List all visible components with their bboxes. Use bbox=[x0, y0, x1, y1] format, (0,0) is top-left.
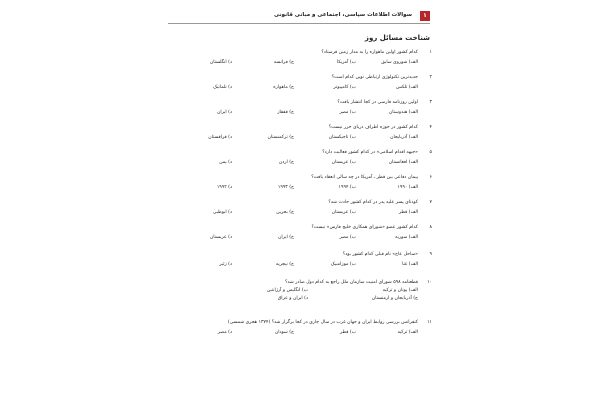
question-number: ۸ bbox=[429, 225, 432, 230]
answer-option: ج) اردن bbox=[278, 160, 294, 165]
answer-option: الف) افغانستان bbox=[388, 160, 418, 165]
section-title: شناخت مسائل روز bbox=[364, 34, 430, 42]
answer-option: ب) مصر bbox=[339, 235, 356, 240]
answer-option: الف) شوروی سابق bbox=[381, 60, 418, 65]
question-number: ۱ bbox=[429, 50, 432, 55]
answer-option: د) ابوظبی bbox=[212, 210, 232, 215]
answer-option: ب) مصر bbox=[339, 110, 356, 115]
answer-option: ج) سودان bbox=[274, 330, 294, 335]
question-text: کنفرانس بررسی روابط ایران و جهان غرب در سال جاری در کجا برگزار شد؟ (۱۳۷۴ هجری شمسی) bbox=[227, 320, 418, 325]
answer-option: ج) قفقاز bbox=[277, 110, 294, 115]
answer-option: د) مصر bbox=[217, 330, 232, 335]
answer-option: د) یمن bbox=[219, 160, 232, 165]
question-number: ۱۰ bbox=[427, 280, 432, 285]
answer-option: ب) قطر bbox=[339, 330, 356, 335]
answer-option: ج) بحرین bbox=[276, 210, 294, 215]
question-text: کدام کشور در حوزه اطراف دریای خزر نیست؟ bbox=[328, 125, 418, 130]
answer-option: د) قزاقستان bbox=[208, 135, 232, 140]
answer-option: ج) نیجریه bbox=[275, 262, 294, 267]
page-number-badge: ۱ bbox=[420, 11, 430, 21]
answer-option: الف) ۱۹۹۰ bbox=[397, 185, 418, 190]
question-number: ۵ bbox=[429, 150, 432, 155]
answer-option: ب) تاجیکستان bbox=[328, 135, 356, 140]
question-number: ۴ bbox=[429, 125, 432, 130]
answer-option: الف) قطر bbox=[398, 210, 418, 215]
question-text: پیمان دفاعی بین قطر ـ آمریکا در چه سالی انعقاد یافت؟ bbox=[311, 175, 418, 180]
question-text: قطعنامه ۵۹۸ شورای امنیت سازمان ملل راجع به کدام دول صادر شد؟ bbox=[285, 280, 418, 285]
question-text: کودتای پسر علیه پدر در کدام کشور حادث شد؟ bbox=[328, 200, 418, 205]
answer-option: ج) ایران bbox=[278, 235, 294, 240]
answer-option: ب) عربستان bbox=[331, 160, 356, 165]
question-number: ۱۱ bbox=[427, 320, 432, 325]
question-number: ۶ bbox=[429, 175, 432, 180]
answer-option: د) زئیر bbox=[219, 262, 232, 267]
answer-option: ب) موزامبیک bbox=[330, 262, 356, 267]
question-number: ۷ bbox=[429, 200, 432, 205]
question-text: «ساحل عاج» نام قبلی کدام کشور بود؟ bbox=[342, 252, 418, 257]
answer-option: ب) آمریکا bbox=[336, 60, 356, 65]
page-header bbox=[168, 10, 430, 24]
answer-option: الف) تلکس bbox=[396, 85, 418, 90]
answer-option: ج) ۱۹۹۳ bbox=[277, 185, 294, 190]
answer-option: الف) سوریه bbox=[395, 235, 418, 240]
answer-option: ب) ۱۹۹۴ bbox=[338, 185, 356, 190]
answer-option: د) عربستان bbox=[209, 235, 232, 240]
answer-option: الف) ترکیه bbox=[397, 330, 418, 335]
answer-option: ج) آذربایجان و ارمنستان bbox=[371, 296, 418, 301]
answer-option: الف) هندوستان bbox=[388, 110, 418, 115]
question-text: جدیدترین تکنولوژی ارتباطی نوین کدام است؟ bbox=[331, 75, 418, 80]
question-text: «جبهه اقدام اسلامی» در کدام کشور فعالیت دارد؟ bbox=[322, 150, 418, 155]
question-number: ۹ bbox=[429, 252, 432, 257]
answer-option: الف) آذربایجان bbox=[390, 135, 418, 140]
answer-option: الف) غنا bbox=[402, 262, 418, 267]
answer-option: الف) یونان و ترکیه bbox=[382, 288, 418, 293]
question-number: ۳ bbox=[429, 100, 432, 105]
answer-option: ب) عربستان bbox=[331, 210, 356, 215]
answer-option: د) تلماتیک bbox=[213, 85, 232, 90]
question-number: ۲ bbox=[429, 75, 432, 80]
header-title: سوالات اطلاعات سیاسی، اجتماعی و مبانی قانونی bbox=[274, 12, 412, 18]
answer-option: ج) ماهواره bbox=[273, 85, 294, 90]
answer-option: ج) ترکمنستان bbox=[267, 135, 294, 140]
question-text: اولین روزنامه فارسی در کجا انتشار یافت؟ bbox=[337, 100, 418, 105]
answer-option: ب) کامپیوتر bbox=[333, 85, 356, 90]
answer-option: ج) فرانسه bbox=[273, 60, 294, 65]
answer-option: د) ۱۹۹۲ bbox=[216, 185, 232, 190]
answer-option: د) انگلستان bbox=[209, 60, 232, 65]
question-text: کدام کشور اولین ماهواره را به مدار زمین فرستاد؟ bbox=[321, 50, 418, 55]
answer-option: د) ایران bbox=[216, 110, 232, 115]
answer-option: ب) انگلیس و آرژانتین bbox=[266, 288, 308, 293]
answer-option: د) ایران و عراق bbox=[277, 296, 308, 301]
question-text: کدام کشور عضو «شورای همکاری خلیج فارس» نیست؟ bbox=[311, 225, 418, 230]
